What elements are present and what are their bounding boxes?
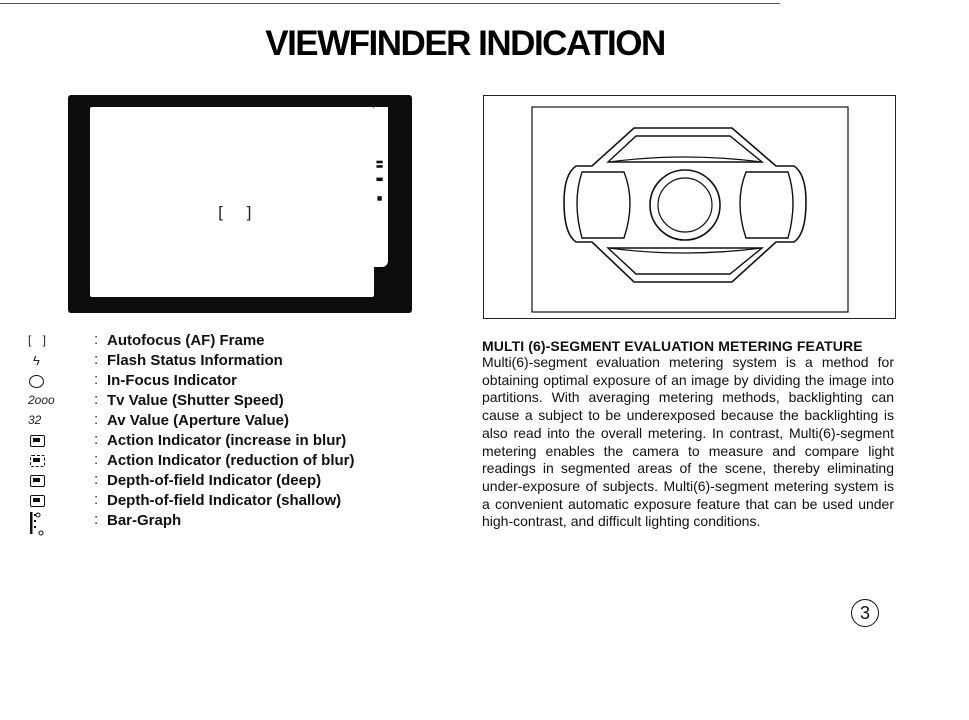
legend-label: Av Value (Aperture Value) <box>107 412 290 429</box>
af-frame-icon: [ ] <box>218 203 260 222</box>
flash-icon: ϟ <box>33 353 40 368</box>
dof-deep-icon <box>28 471 62 491</box>
feature-title: MULTI (6)-SEGMENT EVALUATION METERING FEATURE <box>482 338 863 354</box>
legend-label: Depth-of-field Indicator (deep) <box>107 472 322 489</box>
viewfinder-illustration <box>68 95 412 313</box>
tv-value-icon: 2ooo <box>28 393 55 407</box>
legend-label: Autofocus (AF) Frame <box>107 332 265 349</box>
legend-label: Action Indicator (increase in blur) <box>107 432 347 449</box>
metering-segments-illustration <box>484 96 895 318</box>
legend-label: Depth-of-field Indicator (shallow) <box>107 492 342 509</box>
bar-graph-icon <box>28 511 62 531</box>
af-frame-icon: [ ] <box>28 333 51 347</box>
viewfinder-lcd-icon <box>372 153 388 243</box>
metering-diagram <box>483 95 896 319</box>
page-number: 3 <box>851 599 879 627</box>
dof-shallow-icon <box>28 491 62 511</box>
feature-body: Multi(6)-segment evaluation metering system is a method for obtaining optimal exposure of an image by dividing the image into partitions. With averaging metering methods, backlighting can cause a subject to be underexposed because the backlighting is also read into the overall metering. In contrast, Multi(6)-segment metering enables the camera to measure and compare light readings in segmented areas of the scene, thereby eliminating under-exposure of subjects. Multi(6)-segment metering system is a convenient automatic exposure feature that can be used under high-contrast, and difficult lighting conditions. <box>482 354 894 530</box>
page-title: VIEWFINDER INDICATION <box>265 24 665 63</box>
legend-label: Action Indicator (reduction of blur) <box>107 452 355 469</box>
in-focus-icon <box>28 371 62 391</box>
legend-label: In-Focus Indicator <box>107 372 238 389</box>
action-reduction-icon <box>28 451 62 471</box>
action-increase-icon <box>28 431 62 451</box>
legend-label: Bar-Graph <box>107 512 182 529</box>
legend-label: Flash Status Information <box>107 352 283 369</box>
av-value-icon: 32 <box>28 413 42 427</box>
top-rule <box>0 3 780 4</box>
legend-label: Tv Value (Shutter Speed) <box>107 392 284 409</box>
